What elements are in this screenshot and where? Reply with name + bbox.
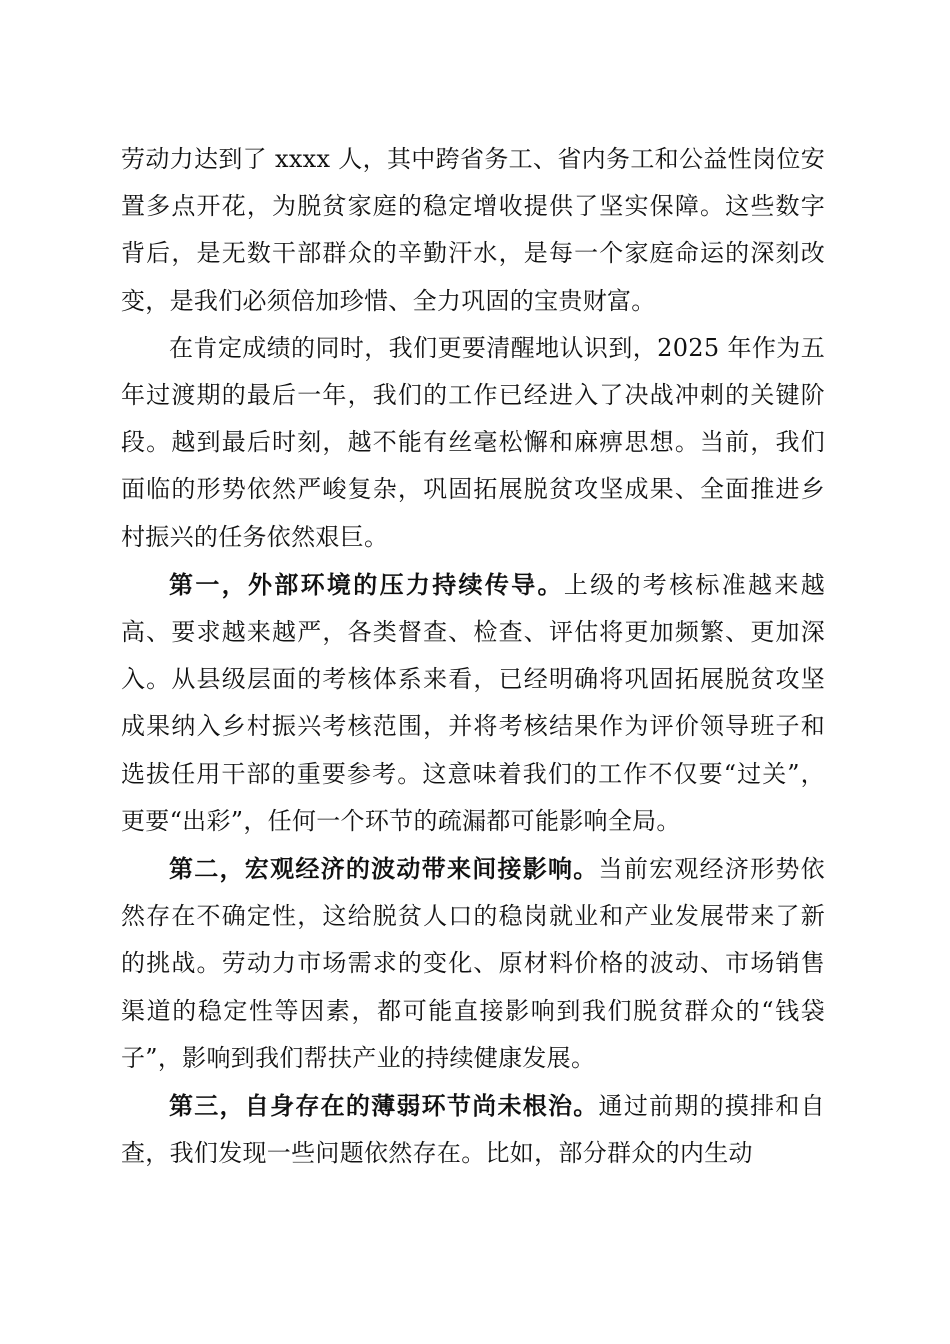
paragraph-2-text: 在肯定成绩的同时，我们更要清醒地认识到，2025 年作为五年过渡期的最后一年，我们的工作已经进入了决战冲刺的关键阶段。越到最后时刻，越不能有丝毫松懈和麻痹思想。当前，我们面临的形势依然严峻复杂，巩固拓展脱贫攻坚成果、全面推进乡村振兴的任务依然艰巨。 (121, 333, 825, 551)
paragraph-5-lead: 第三，自身存在的薄弱环节尚未根治。 (169, 1091, 599, 1121)
paragraph-continuation (121, 136, 825, 325)
paragraph-point-one (121, 561, 825, 845)
paragraph-point-three (121, 1082, 825, 1177)
paragraph-3-lead: 第一，外部环境的压力持续传导。 (169, 569, 564, 599)
document-body (121, 136, 825, 1177)
paragraph-5-text: 通过前期的摸排和自查，我们发现一些问题依然存在。比如，部分群众的内生动 (121, 1092, 825, 1168)
paragraph-situation (121, 325, 825, 561)
paragraph-1-text: 劳动力达到了 xxxx 人，其中跨省务工、省内务工和公益性岗位安置多点开花，为脱贫家庭的稳定增收提供了坚实保障。这些数字背后，是无数干部群众的辛勤汗水，是每一个家庭命运的深刻改变，是我们必须倍加珍惜、全力巩固的宝贵财富。 (121, 145, 825, 315)
paragraph-4-text: 当前宏观经济形势依然存在不确定性，这给脱贫人口的稳岗就业和产业发展带来了新的挑战。劳动力市场需求的变化、原材料价格的波动、市场销售渠道的稳定性等因素，都可能直接影响到我们脱贫群众的“钱袋子”，影响到我们帮扶产业的持续健康发展。 (121, 855, 825, 1072)
paragraph-4-lead: 第二，宏观经济的波动带来间接影响。 (169, 854, 599, 884)
paragraph-point-two (121, 845, 825, 1082)
paragraph-3-text: 上级的考核标准越来越高、要求越来越严，各类督查、检查、评估将更加频繁、更加深入。从县级层面的考核体系来看，已经明确将巩固拓展脱贫攻坚成果纳入乡村振兴考核范围，并将考核结果作为评价领导班子和选拔任用干部的重要参考。这意味着我们的工作不仅要“过关”，更要“出彩”，任何一个环节的疏漏都可能影响全局。 (121, 570, 825, 835)
